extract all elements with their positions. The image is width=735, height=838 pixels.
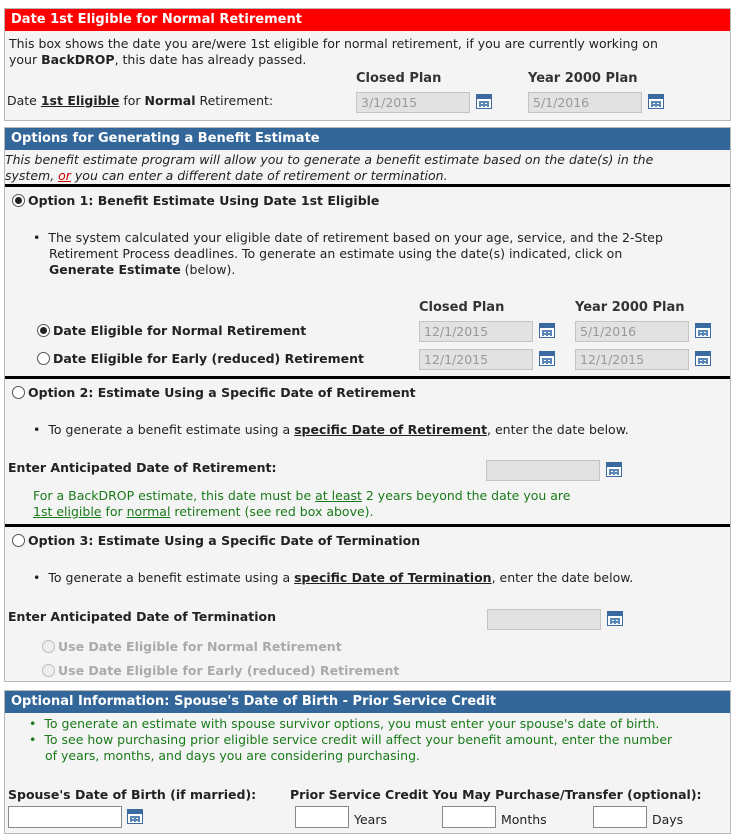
y2k-plan-header: Year 2000 Plan [528, 71, 638, 86]
eligible-desc-line2: your BackDROP, this date has already passed. [9, 52, 307, 67]
options-intro-line2: system, or you can enter a different date of retirement or termination. [5, 168, 448, 183]
use-normal-radio[interactable] [42, 640, 55, 653]
normal-retirement-label: Date Eligible for Normal Retirement [53, 323, 307, 338]
spouse-dob-label: Spouse's Date of Birth (if married): [8, 787, 257, 802]
option1-radio[interactable] [12, 194, 25, 207]
early-closed-date: 12/1/2015 [419, 349, 533, 370]
retirement-date-input[interactable] [486, 460, 600, 481]
normal-retirement-radio[interactable] [37, 324, 50, 337]
option3-radio[interactable] [12, 534, 25, 547]
years-label: Years [354, 812, 387, 827]
early-retirement-label: Date Eligible for Early (reduced) Retirement [53, 351, 364, 366]
calendar-icon[interactable] [127, 809, 143, 824]
optional-info-title: Optional Information: Spouse's Date of Birth - Prior Service Credit [5, 691, 730, 713]
options-title: Options for Generating a Benefit Estimate [5, 128, 730, 150]
normal-closed-date: 12/1/2015 [419, 321, 533, 342]
options-intro-line1: This benefit estimate program will allow you to generate a benefit estimate based on the date(s) in the [5, 152, 654, 167]
termination-date-label: Enter Anticipated Date of Termination [8, 609, 276, 624]
use-early-label: Use Date Eligible for Early (reduced) Retirement [58, 663, 400, 678]
separator [5, 184, 730, 187]
optional-bullet1: • To generate an estimate with spouse survivor options, you must enter your spouse's date of birth. [29, 716, 659, 731]
eligible-desc-line1: This box shows the date you are/were 1st eligible for normal retirement, if you are currently working on [9, 36, 658, 51]
option2-label: Option 2: Estimate Using a Specific Date of Retirement [28, 385, 416, 400]
closed-plan-header: Closed Plan [419, 300, 505, 315]
options-panel [4, 127, 731, 682]
closed-plan-header: Closed Plan [356, 71, 442, 86]
days-input[interactable] [593, 806, 647, 828]
eligible-closed-date: 3/1/2015 [356, 92, 470, 113]
calendar-icon[interactable] [539, 323, 555, 338]
eligible-y2k-date: 5/1/2016 [528, 92, 642, 113]
early-retirement-radio[interactable] [37, 352, 50, 365]
calendar-icon[interactable] [607, 611, 623, 626]
option3-bullet: • To generate a benefit estimate using a specific Date of Termination, enter the date below. [33, 570, 633, 585]
months-label: Months [501, 812, 547, 827]
backdrop-note-line1: For a BackDROP estimate, this date must be at least 2 years beyond the date you are [33, 488, 571, 503]
option1-bullet-line3: Generate Estimate (below). [49, 262, 236, 277]
years-input[interactable] [295, 806, 349, 828]
option2-bullet: • To generate a benefit estimate using a specific Date of Retirement, enter the date below. [33, 422, 629, 437]
option3-label: Option 3: Estimate Using a Specific Date of Termination [28, 533, 421, 548]
calendar-icon[interactable] [539, 351, 555, 366]
optional-bullet2-line2: of years, months, and days you are considering purchasing. [45, 748, 420, 763]
spouse-dob-input[interactable] [8, 806, 122, 828]
eligible-date-panel [4, 8, 731, 121]
calendar-icon[interactable] [606, 462, 622, 477]
backdrop-note-line2: 1st eligible for normal retirement (see red box above). [33, 504, 374, 519]
option2-radio[interactable] [12, 386, 25, 399]
eligible-date-title: Date 1st Eligible for Normal Retirement [5, 9, 730, 31]
days-label: Days [652, 812, 684, 827]
termination-date-input[interactable] [487, 609, 601, 630]
early-y2k-date: 12/1/2015 [575, 349, 689, 370]
use-early-radio[interactable] [42, 664, 55, 677]
separator [5, 524, 730, 527]
retirement-date-label: Enter Anticipated Date of Retirement: [8, 460, 277, 475]
eligible-date-label: Date 1st Eligible for Normal Retirement: [7, 93, 274, 108]
calendar-icon[interactable] [476, 94, 492, 109]
option1-bullet-line2: Retirement Process deadlines. To generate an estimate using the date(s) indicated, click on [49, 246, 623, 261]
optional-bullet2-line1: • To see how purchasing prior eligible service credit will affect your benefit amount, enter the number [29, 732, 672, 747]
option1-label: Option 1: Benefit Estimate Using Date 1st Eligible [28, 193, 380, 208]
months-input[interactable] [442, 806, 496, 828]
prior-credit-label: Prior Service Credit You May Purchase/Transfer (optional): [290, 787, 702, 802]
calendar-icon[interactable] [695, 323, 711, 338]
separator [5, 376, 730, 379]
optional-info-panel [4, 690, 731, 834]
calendar-icon[interactable] [695, 351, 711, 366]
option1-bullet-line1: • The system calculated your eligible date of retirement based on your age, service, and the 2-Step [33, 230, 663, 245]
normal-y2k-date: 5/1/2016 [575, 321, 689, 342]
calendar-icon[interactable] [648, 94, 664, 109]
y2k-plan-header: Year 2000 Plan [575, 300, 685, 315]
use-normal-label: Use Date Eligible for Normal Retirement [58, 639, 342, 654]
